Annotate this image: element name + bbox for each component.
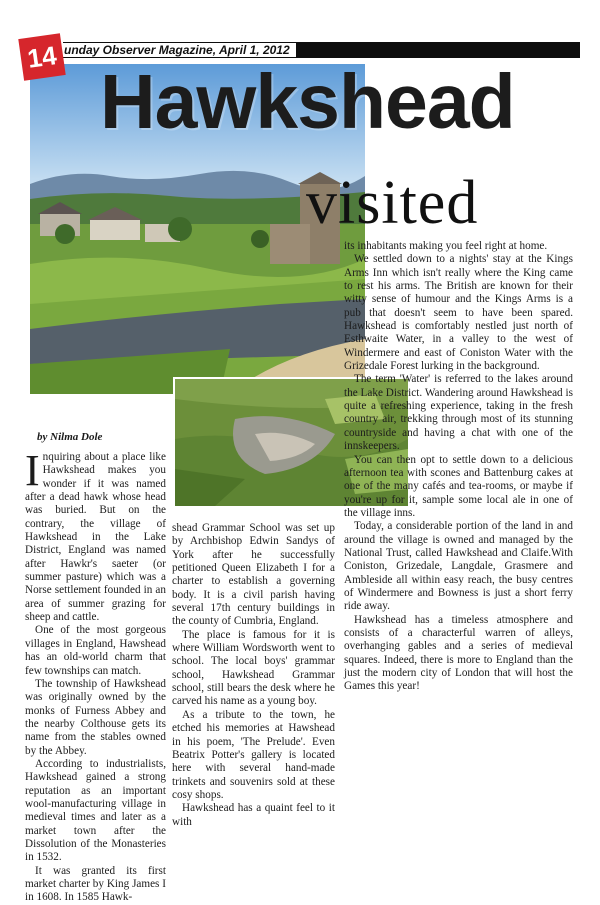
article-paragraph: The term 'Water' is referred to the lakes around the Lake District. Wandering around Hawkshead is quite a refreshing experience, taking in the fresh country air, trekking through most of its stunning countryside and having a chat with one of the innskeepers.: [344, 373, 573, 453]
article-column-2: [172, 522, 335, 829]
paragraph-text: nquiring about a place like Hawkshead makes you wonder if it was named after a dead hawk whose head was buried. But on the contrary, the village of Hawkshead in the Lake District, England was named after Hawkr's saeter (or summer pasture) which was a Norse settlement founded in an area of summer grazing for sheep and cattle.: [25, 451, 166, 624]
article-paragraph: Hawkshead has a quaint feel to it with: [172, 802, 335, 828]
byline: by Nilma Dole: [37, 431, 103, 443]
article-paragraph: The township of Hawkshead was originally owned by the monks of Furness Abbey and the nearby Colthouse gets its name from the stables owned by the Abbey.: [25, 677, 166, 757]
page-number-badge: 14: [18, 33, 65, 80]
article-paragraph: The place is famous for it is where William Wordsworth went to school. The local boys' grammar school, Hawkshead Grammar school, still bears the desk where he carved his name as a young boy.: [172, 628, 335, 708]
article-paragraph: It was granted its first market charter by King James I in 1608. In 1585 Hawk-: [25, 864, 166, 904]
article-paragraph: You can then opt to settle down to a delicious afternoon tea with scones and Battenburg cakes at one of the many cafés and tea-rooms, or maybe if you're up for it, sample some local ale in one of the village inns.: [344, 453, 573, 519]
article-paragraph: Hawkshead has a timeless atmosphere and consists of a characterful warren of alleys, overhanging gables and a series of medieval squares. Indeed, there is more to England than the just the modern city of London that will host the Games this year!: [344, 613, 573, 693]
article-paragraph: [25, 446, 166, 624]
article-paragraph: We settled down to a nights' stay at the Kings Arms Inn which isn't really where the King came to rest his arms. The British are known for their witty sense of humour and the Kings Arms is a pub that doesn't seem to have been spared. Hawkshead is comfortably nestled just north of Esthwaite Water, in a valley to the west of Windermere and east of Coniston Water with the Grizedale Forest lurking in the background.: [344, 253, 573, 373]
headline-sub: visited: [306, 169, 479, 237]
headline-main: Hawkshead: [100, 59, 515, 145]
article-paragraph: shead Grammar School was set up by Archbishop Edwin Sandys of York after he successfully petitioned Queen Elizabeth I for a charter to establish a governing body. It is a civil parish having several 17th century buildings in the county of Cumbria, England.: [172, 522, 335, 628]
drop-cap: I: [25, 446, 40, 495]
article-paragraph: As a tribute to the town, he etched his memories at Hawshead in his poem, 'The Prelude'. Even Beatrix Potter's gallery is located here with several hand-made trinkets and souvenirs sold at these cosy shops.: [172, 708, 335, 801]
article-column-3: [344, 240, 573, 694]
article-paragraph: its inhabitants making you feel right at home.: [344, 240, 548, 252]
article-paragraph: Today, a considerable portion of the land in and around the village is owned and managed by the National Trust, called Hawkshead and Claife.With Coniston, Grizedale, Langdale, Grasmere and Ambleside all within easy reach, the busy centres of Windermere and Bowness is just a short ferry ride away.: [344, 520, 573, 613]
publication-line: unday Observer Magazine, April 1, 2012: [62, 43, 296, 57]
article-column-1: [25, 446, 166, 905]
article-paragraph: One of the most gorgeous villages in England, Hawshead has an old-world charm that few townships can match.: [25, 624, 166, 677]
article-paragraph: According to industrialists, Hawkshead gained a strong reputation as an important wool-manufacturing village in medieval times and later as a market town after the Dissolution of the Monasteries in 1532.: [25, 757, 166, 864]
